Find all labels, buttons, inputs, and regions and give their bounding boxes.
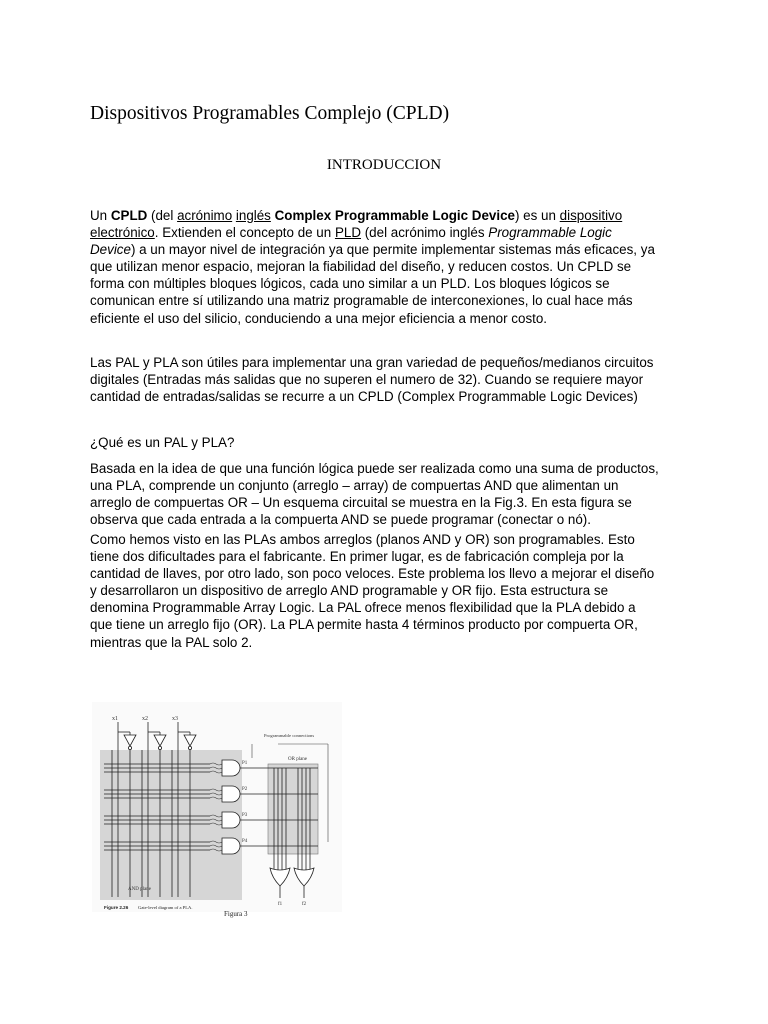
- label-or-plane: OR plane: [288, 757, 308, 762]
- text-run: Un: [90, 208, 111, 223]
- term-device: Device: [90, 242, 131, 258]
- text-line: que tiene un arreglo fijo (OR). La PLA permite hasta 4 términos producto por compuerta OR,: [90, 617, 638, 633]
- text-line: que utilizan menor espacio, mejoran la fiabilidad del diseño, y reducen costos. Un CPLD se: [90, 259, 632, 275]
- link-ingles[interactable]: inglés: [235, 208, 271, 223]
- label-programmable-connections: Programmable connections: [264, 733, 315, 738]
- text-line: comunican entre sí utilizando una matriz programable de interconexiones, lo cual hace más: [90, 293, 633, 309]
- text-run: ) es un: [515, 208, 560, 223]
- text-line: Como hemos visto en las PLAs ambos arreglos (planos AND y OR) son programables. Esto: [90, 532, 635, 547]
- figure-caption: Figura 3: [224, 910, 248, 918]
- text-run: (del acrónimo inglés: [361, 225, 489, 241]
- text-line: [90, 224, 690, 241]
- text-line: mientras que la PAL solo 2.: [90, 634, 253, 650]
- text-run: (del: [147, 208, 178, 223]
- section-heading-que-es-pal-pla: [90, 434, 690, 451]
- figure-book-caption-number: Figure 2.26: [104, 905, 129, 910]
- input-label-x2: x2: [142, 716, 148, 722]
- product-label-p3: P3: [242, 813, 248, 818]
- text-line: tiene dos dificultades para el fabricante. En primer lugar, es de fabricación compleja por la: [90, 549, 624, 565]
- text-line: forma con múltiples bloques lógicos, cada uno similar a un PLD. Los bloques lógicos se: [90, 276, 610, 292]
- output-label-f1: f1: [278, 902, 283, 907]
- text-line: digitales (Entradas más salidas que no superen el numero de 32). Cuando se requiere mayor: [90, 372, 644, 388]
- input-label-x3: x3: [172, 716, 178, 722]
- heading-text: ¿Qué es un PAL y PLA?: [90, 435, 235, 450]
- text-line: una PLA, comprende un conjunto (arreglo – array) de compuertas AND que alimentan un: [90, 478, 619, 494]
- paragraph-pal-description: [90, 531, 690, 651]
- figure-book-caption-text: Gate-level diagram of a PLA.: [138, 905, 193, 910]
- text-line: Las PAL y PLA son útiles para implementar una gran variedad de pequeños/medianos circuitos: [90, 355, 654, 370]
- output-label-f2: f2: [302, 902, 307, 907]
- link-dispositivo[interactable]: dispositivo: [559, 208, 623, 223]
- paragraph-cpld-definition: [90, 207, 690, 327]
- product-label-p2: P2: [242, 787, 248, 792]
- link-acronimo[interactable]: acrónimo: [177, 208, 233, 223]
- text-run: ) a un mayor nivel de integración ya que permite implementar sistemas más eficaces, ya: [130, 242, 655, 258]
- input-label-x1: x1: [112, 716, 118, 722]
- or-plane-area: [268, 764, 318, 854]
- section-heading-text: INTRODUCCION: [326, 157, 442, 173]
- pla-diagram-figure: [92, 702, 342, 928]
- term-programmable-logic: Programmable Logic: [488, 225, 612, 241]
- paragraph-pla-description: [90, 460, 690, 528]
- text-line: observa que cada entrada a la compuerta AND se puede programar (conectar o nó).: [90, 512, 591, 528]
- label-and-plane: AND plane: [128, 887, 151, 892]
- section-heading-introduccion: [0, 157, 768, 174]
- page-title: Dispositivos Programables Complejo (CPLD): [90, 103, 450, 124]
- text-line: cantidad de entradas/salidas se recurre a un CPLD (Complex Programmable Logic Devices): [90, 389, 638, 405]
- text-line: [90, 207, 690, 224]
- link-pld[interactable]: PLD: [334, 225, 361, 241]
- product-label-p1: P1: [242, 761, 248, 766]
- text-line: eficiente el uso del silicio, conduciendo a una mejor eficiencia a menor costo.: [90, 310, 548, 326]
- text-line: y desarrollaron un dispositivo de arreglo AND programable y OR fijo. Esta estructura se: [90, 583, 609, 599]
- text-line: arreglo de compuertas OR – Un esquema circuital se muestra en la Fig.3. En esta figura se: [90, 495, 632, 511]
- text-line: denomina Programmable Array Logic. La PAL ofrece menos flexibilidad que la PLA debido a: [90, 600, 636, 616]
- term-complex-programmable-logic-device: Complex Programmable Logic Device: [274, 208, 515, 223]
- text-run: . Extienden el concepto de un: [154, 225, 335, 241]
- text-line: Basada en la idea de que una función lógica puede ser realizada como una suma de productos,: [90, 461, 659, 476]
- product-label-p4: P4: [242, 839, 248, 844]
- text-line: cantidad de llaves, por otro lado, son poco veloces. Este problema los llevo a mejorar el diseño: [90, 566, 655, 582]
- text-line: [90, 241, 690, 258]
- link-electronico[interactable]: electrónico: [90, 225, 155, 241]
- paragraph-pal-pla-usage: [90, 354, 690, 405]
- term-cpld: CPLD: [110, 208, 148, 223]
